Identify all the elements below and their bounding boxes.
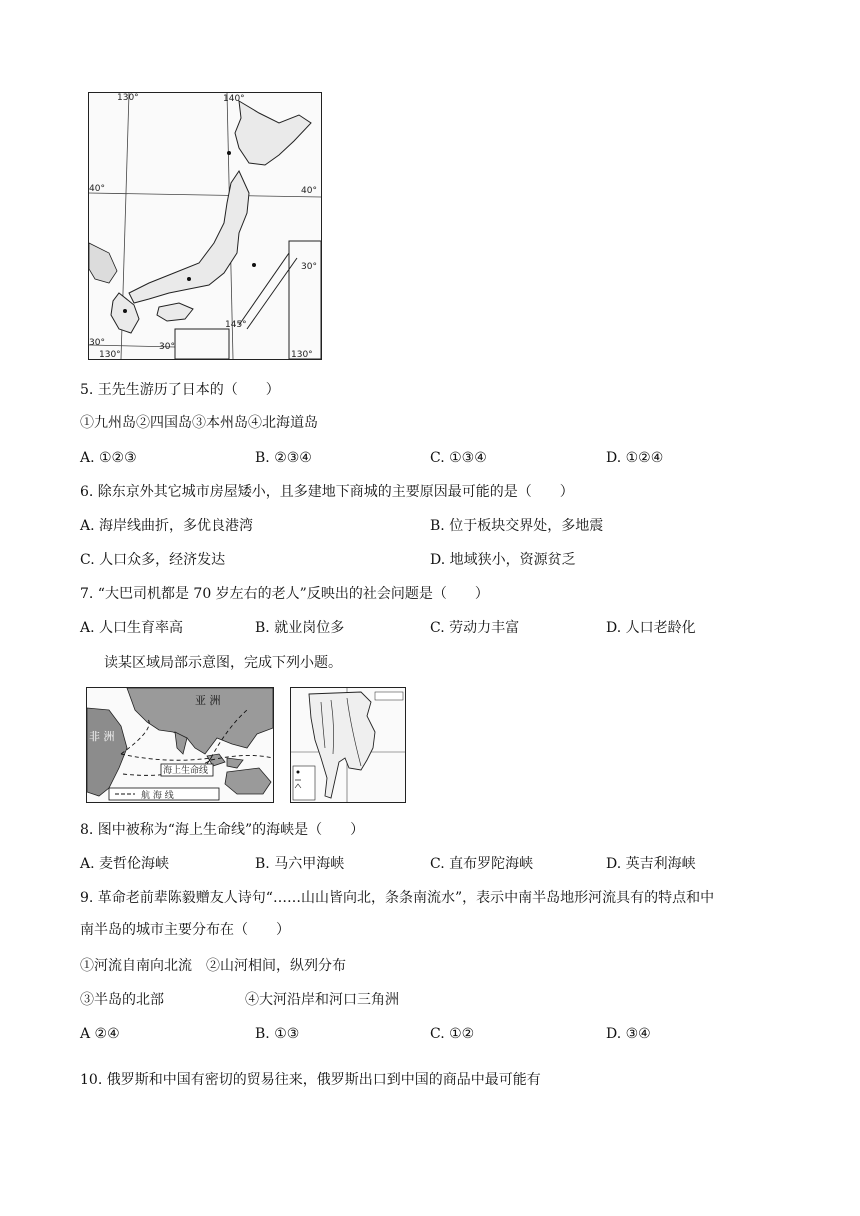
q6-option-c[interactable]: C. 人口众多，经济发达	[80, 552, 226, 568]
q7-option-b[interactable]: B. 就业岗位多	[255, 620, 345, 636]
q8-option-a[interactable]: A. 麦哲伦海峡	[80, 856, 170, 872]
q7-stem: 7. “大巴司机都是 70 岁左右的老人”反映出的社会问题是（ ）	[80, 586, 489, 602]
q9-option-c[interactable]: C. ①②	[430, 1026, 475, 1042]
q9-option-b[interactable]: B. ①③	[255, 1026, 300, 1042]
lat-30-inset-label: 30°	[301, 262, 317, 272]
q5-stem: 5. 王先生游历了日本的（ ）	[80, 382, 280, 398]
japan-map	[88, 92, 322, 360]
q8-option-b[interactable]: B. 马六甲海峡	[255, 856, 345, 872]
q6-option-a[interactable]: A. 海岸线曲折，多优良港湾	[80, 518, 254, 534]
q9-items-1-2: ①河流自南向北流 ②山河相间，纵列分布	[80, 958, 346, 974]
q9-item-3: ③半岛的北部	[80, 992, 164, 1008]
q6-stem: 6. 除东京外其它城市房屋矮小，且多建地下商城的主要原因最可能的是（ ）	[80, 484, 574, 500]
lon-130-top-label: 130°	[117, 93, 139, 103]
q9-stem-cont: 南半岛的城市主要分布在（ ）	[80, 922, 290, 938]
indochina-map	[290, 687, 406, 803]
q9-option-d[interactable]: D. ③④	[606, 1026, 651, 1042]
q9-stem: 9. 革命老前辈陈毅赠友人诗句“……山山皆向北，条条南流水”，表示中南半岛地形河流具有的特点和中	[80, 890, 715, 906]
q10-stem: 10. 俄罗斯和中国有密切的贸易往来，俄罗斯出口到中国的商品中最可能有	[80, 1072, 541, 1088]
africa-label: 非 洲	[89, 730, 115, 743]
q7-option-d[interactable]: D. 人口老龄化	[606, 620, 696, 636]
asia-route-map	[86, 687, 274, 803]
japan-map-drawing	[89, 93, 321, 359]
q8-option-d[interactable]: D. 英吉利海峡	[606, 856, 696, 872]
legend-label: 航 海 线	[141, 791, 174, 801]
q7-option-a[interactable]: A. 人口生育率高	[80, 620, 184, 636]
q5-option-c[interactable]: C. ①③④	[430, 450, 487, 466]
q9-item-4: ④大河沿岸和河口三角洲	[245, 992, 399, 1008]
q5-option-d[interactable]: D. ①②④	[606, 450, 664, 466]
lat-30-left-label: 30°	[89, 338, 105, 348]
lat-30-bottom-label: 30°	[159, 342, 175, 352]
asia-label: 亚 洲	[195, 694, 221, 707]
lifeline-label: 海上生命线	[163, 766, 209, 776]
q6-option-b[interactable]: B. 位于板块交界处，多地震	[430, 518, 604, 534]
lon-140-top-label: 140°	[223, 94, 245, 104]
q5-items: ①九州岛②四国岛③本州岛④北海道岛	[80, 415, 318, 431]
q6-option-d[interactable]: D. 地域狭小，资源贫乏	[430, 552, 576, 568]
q9-option-a[interactable]: A ②④	[80, 1026, 120, 1042]
lon-145-label: 145°	[225, 320, 247, 330]
indochina-map-drawing	[291, 688, 405, 802]
lat-40-right-label: 40°	[301, 186, 317, 196]
q7-option-c[interactable]: C. 劳动力丰富	[430, 620, 520, 636]
lat-40-left-label: 40°	[89, 184, 105, 194]
q5-option-a[interactable]: A. ①②③	[80, 450, 137, 466]
q5-option-b[interactable]: B. ②③④	[255, 450, 312, 466]
lon-130-bottom-label: 130°	[99, 350, 121, 359]
lon-130-br-label: 130°	[291, 350, 313, 359]
q8-stem: 8. 图中被称为“海上生命线”的海峡是（ ）	[80, 822, 365, 838]
section-intro: 读某区域局部示意图，完成下列小题。	[104, 655, 342, 671]
asia-route-map-drawing	[87, 688, 273, 802]
q8-option-c[interactable]: C. 直布罗陀海峡	[430, 856, 534, 872]
